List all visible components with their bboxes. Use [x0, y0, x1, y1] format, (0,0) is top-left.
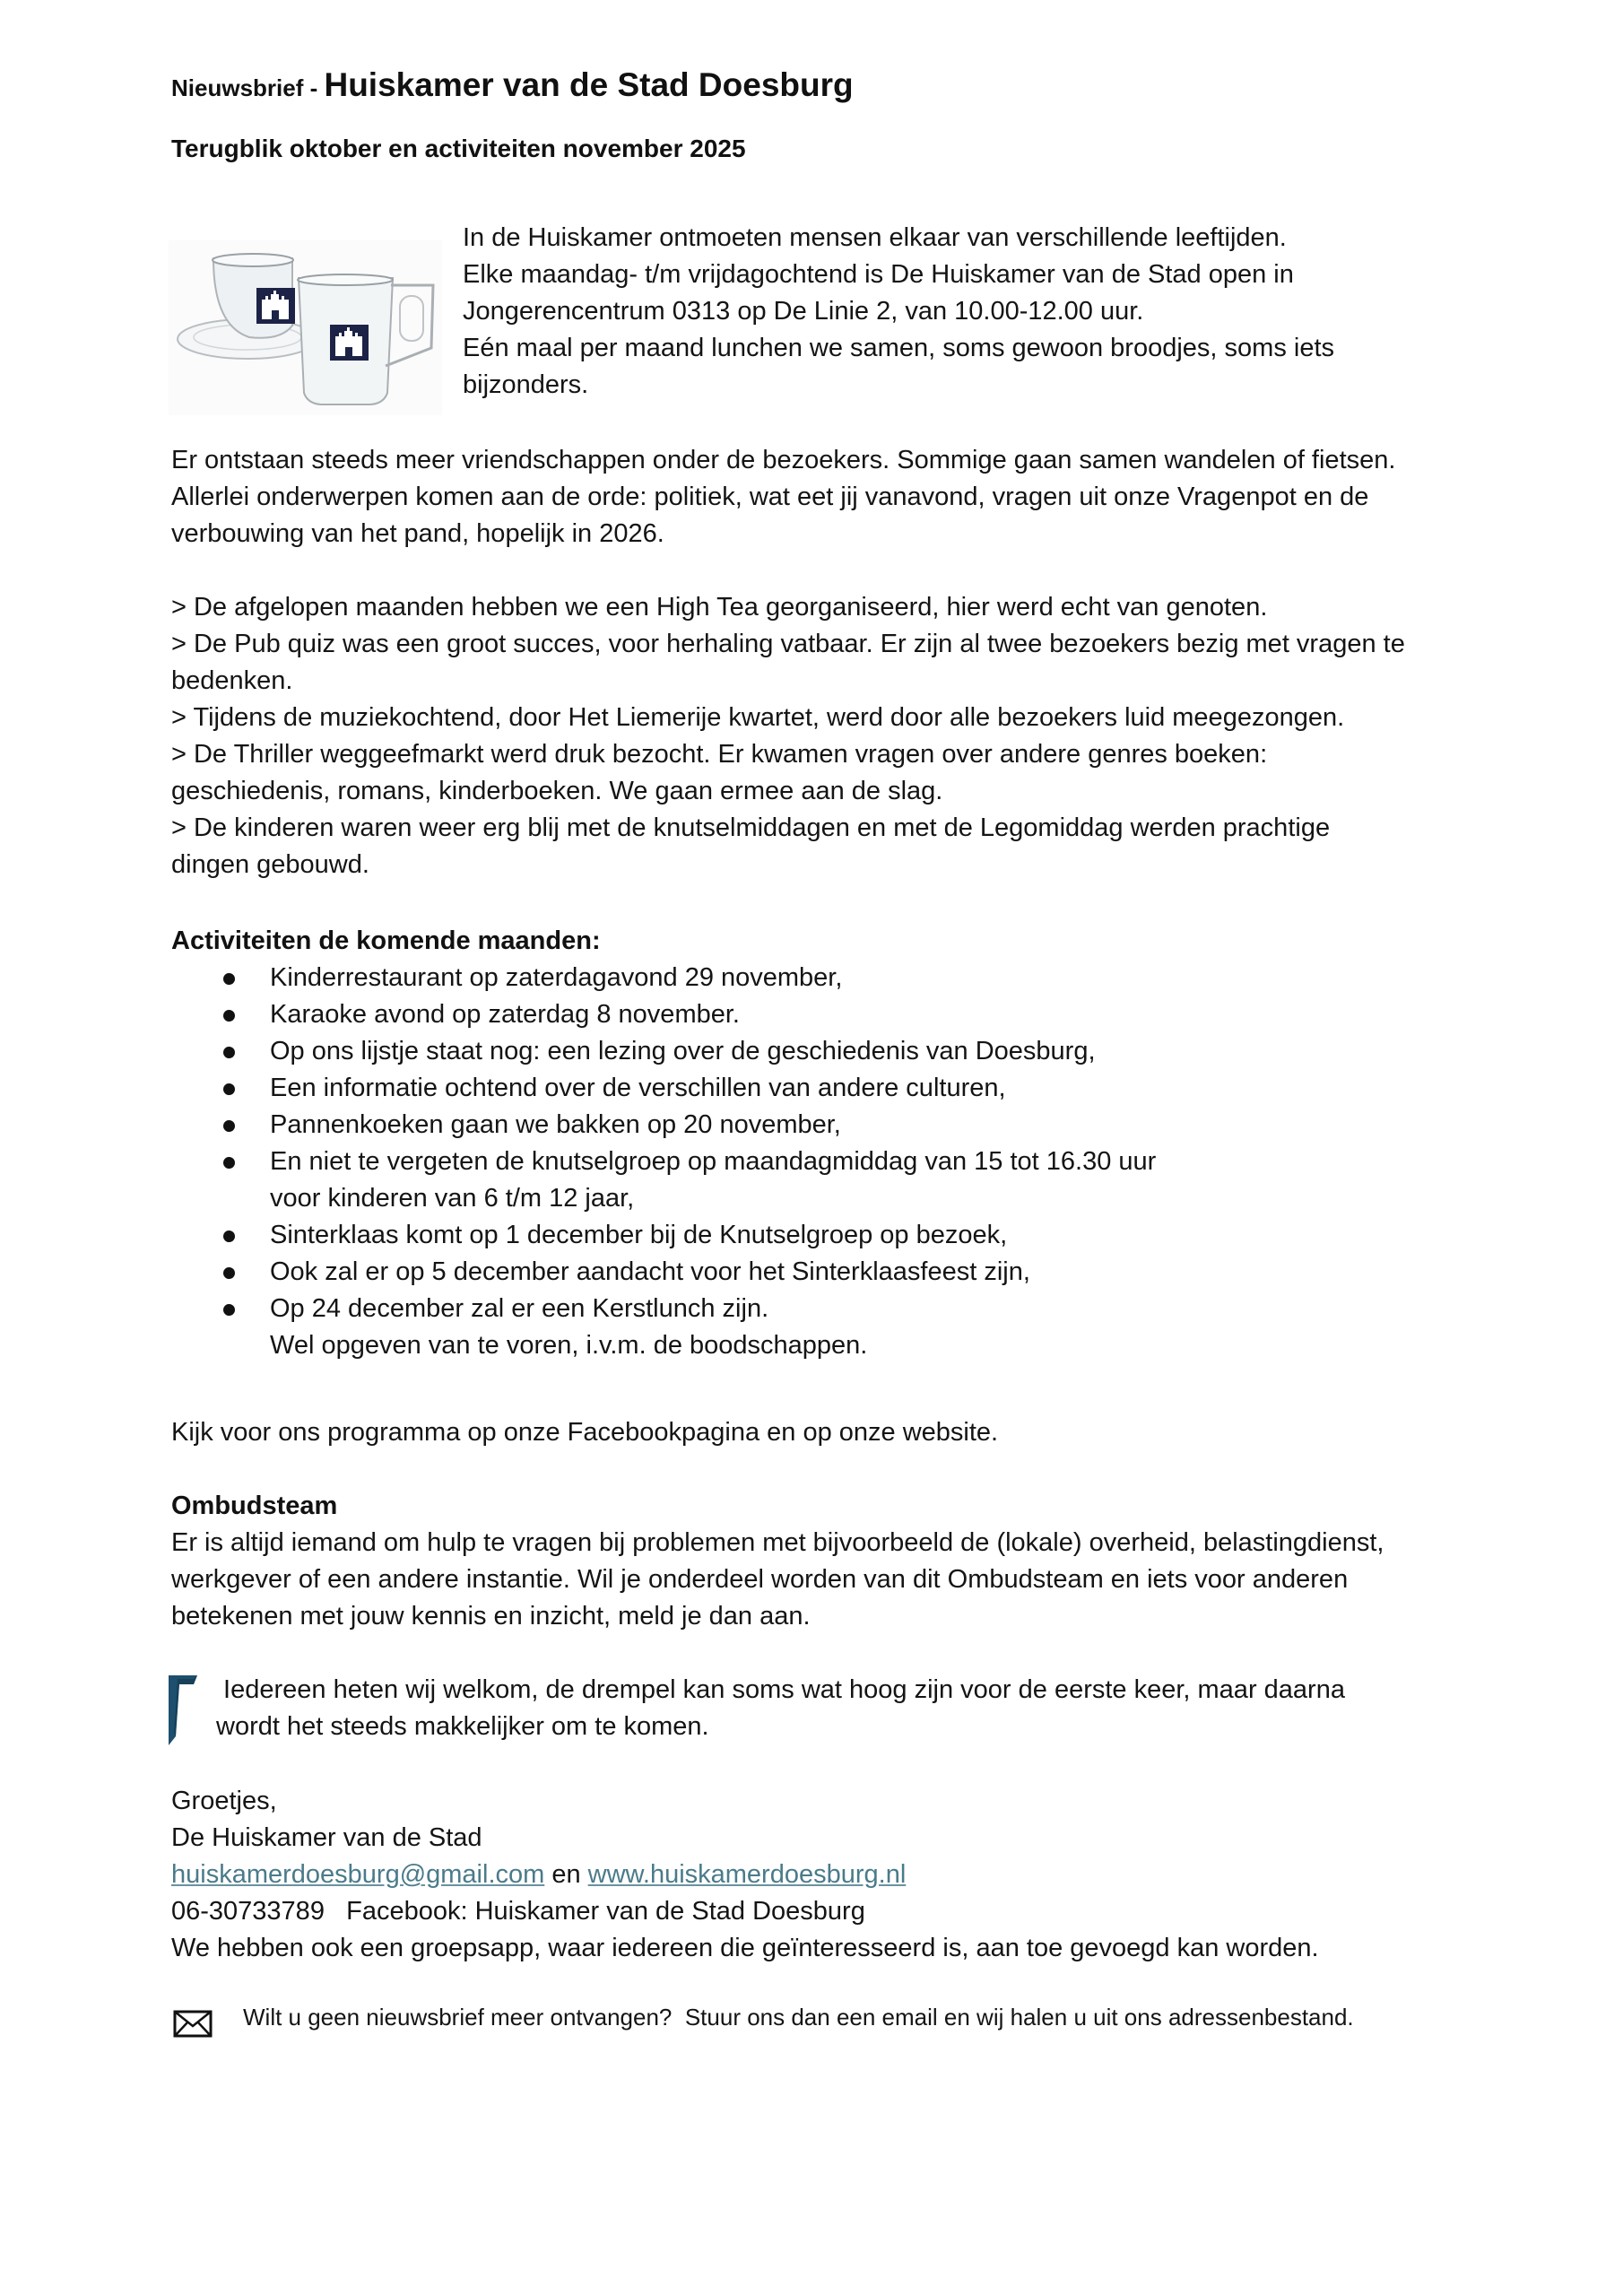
ombudsteam-line: betekenen met jouw kennis en inzicht, meld je dan aan.	[171, 1602, 811, 1631]
activity-text: Sinterklaas komt op 1 december bij de Knutselgroep op bezoek,	[270, 1221, 1008, 1249]
bullet-icon	[223, 1010, 235, 1022]
quote-line: Iedereen heten wij welkom, de drempel kan soms wat hoog zijn voor de eerste keer, maar daarna	[216, 1675, 1345, 1704]
bullet-icon	[223, 1157, 235, 1169]
activity-item	[171, 1254, 1156, 1291]
ombudsteam-heading: Ombudsteam	[171, 1492, 338, 1520]
email-link[interactable]: huiskamerdoesburg@gmail.com	[171, 1860, 545, 1889]
activity-text: Karaoke avond op zaterdag 8 november.	[270, 1000, 740, 1029]
paragraph-line: Er ontstaan steeds meer vriendschappen onder de bezoekers. Sommige gaan samen wandelen of fietsen.	[171, 446, 1396, 474]
bullet-icon	[223, 973, 235, 985]
recap-line: > De afgelopen maanden hebben we een High Tea georganiseerd, hier werd echt van genoten.	[171, 593, 1268, 622]
activity-text: Een informatie ochtend over de verschillen van andere culturen,	[270, 1074, 1006, 1102]
bullet-icon	[223, 1120, 235, 1132]
ombudsteam-text	[171, 1525, 1384, 1635]
bullet-icon	[223, 1083, 235, 1095]
activity-text: Op ons lijstje staat nog: een lezing over de geschiedenis van Doesburg,	[270, 1037, 1096, 1065]
welcome-quote	[216, 1672, 1345, 1745]
intro-line: Eén maal per maand lunchen we samen, soms gewoon broodjes, soms iets	[463, 334, 1335, 362]
recap-line: > De Pub quiz was een groot succes, voor herhaling vatbaar. Er zijn al twee bezoekers bezig met vragen te	[171, 630, 1405, 658]
intro-line: bijzonders.	[463, 370, 589, 399]
activity-item	[171, 1144, 1156, 1217]
facebook-info: Facebook: Huiskamer van de Stad Doesburg	[324, 1897, 865, 1926]
activity-text: Ook zal er op 5 december aandacht voor het Sinterklaasfeest zijn,	[270, 1257, 1030, 1286]
program-info: Kijk voor ons programma op onze Facebookpagina en op onze website.	[171, 1418, 999, 1447]
signature: De Huiskamer van de Stad	[171, 1823, 482, 1852]
activities-heading: Activiteiten de komende maanden:	[171, 926, 601, 955]
group-app-info: We hebben ook een groepsapp, waar iedereen die geïnteresseerd is, aan toe gevoegd kan worden.	[171, 1934, 1319, 1962]
castle-logo-icon	[256, 288, 295, 324]
phone-facebook-line	[171, 1893, 1319, 1930]
title-main: Huiskamer van de Stad Doesburg	[324, 66, 854, 103]
newsletter-subtitle: Terugblik oktober en activiteiten november 2025	[171, 135, 746, 162]
link-joiner: en	[544, 1860, 588, 1889]
activity-text-continued: Wel opgeven van te voren, i.v.m. de boodschappen.	[270, 1331, 868, 1360]
activity-text-continued: voor kinderen van 6 t/m 12 jaar,	[270, 1184, 635, 1213]
activity-text: Kinderrestaurant op zaterdagavond 29 november,	[270, 963, 843, 992]
website-link[interactable]: www.huiskamerdoesburg.nl	[587, 1860, 907, 1889]
title-prefix: Nieuwsbrief -	[171, 74, 325, 101]
bullet-icon	[223, 1047, 235, 1058]
intro-text	[463, 220, 1334, 404]
activity-item	[171, 1070, 1156, 1107]
recap-line: > De kinderen waren weer erg blij met de knutselmiddagen en met de Legomiddag werden prachtige	[171, 813, 1331, 842]
activity-text: Pannenkoeken gaan we bakken op 20 november,	[270, 1110, 841, 1139]
activity-item	[171, 960, 1156, 996]
activity-item	[171, 996, 1156, 1033]
recap-line: bedenken.	[171, 666, 293, 695]
intro-line: Jongerencentrum 0313 op De Linie 2, van 10.00-12.00 uur.	[463, 297, 1144, 326]
cups-image	[169, 240, 442, 415]
intro-line: Elke maandag- t/m vrijdagochtend is De Huiskamer van de Stad open in	[463, 260, 1294, 289]
activity-item	[171, 1033, 1156, 1070]
bullet-icon	[223, 1267, 235, 1279]
activity-text: En niet te vergeten de knutselgroep op maandagmiddag van 15 tot 16.30 uur	[270, 1147, 1157, 1176]
activity-text: Op 24 december zal er een Kerstlunch zijn.	[270, 1294, 769, 1323]
recap-section	[171, 589, 1405, 883]
intro-line: In de Huiskamer ontmoeten mensen elkaar van verschillende leeftijden.	[463, 223, 1287, 252]
recap-line: > De Thriller weggeefmarkt werd druk bezocht. Er kwamen vragen over andere genres boeken:	[171, 740, 1268, 769]
envelope-icon	[173, 2010, 215, 2038]
contact-links	[171, 1857, 1319, 1893]
phone-number: 06-30733789	[171, 1897, 325, 1926]
activity-item	[171, 1291, 1156, 1364]
recap-line: geschiedenis, romans, kinderboeken. We gaan ermee aan de slag.	[171, 777, 943, 805]
paragraph-line: Allerlei onderwerpen komen aan de orde: politiek, wat eet jij vanavond, vragen uit onze Vragenpot en de	[171, 483, 1369, 511]
ombudsteam-line: werkgever of een andere instantie. Wil je onderdeel worden van dit Ombudsteam en iets voor anderen	[171, 1565, 1349, 1594]
newsletter-title	[171, 66, 854, 104]
activities-list	[171, 960, 1156, 1364]
activity-item	[171, 1217, 1156, 1254]
recap-line: > Tijdens de muziekochtend, door Het Liemerije kwartet, werd door alle bezoekers luid meegezongen.	[171, 703, 1345, 732]
friendship-paragraph	[171, 442, 1395, 552]
recap-line: dingen gebouwd.	[171, 850, 369, 879]
bullet-icon	[223, 1304, 235, 1316]
ombudsteam-line: Er is altijd iemand om hulp te vragen bij problemen met bijvoorbeeld de (lokale) overheid, belastingdienst,	[171, 1528, 1384, 1557]
bullet-icon	[223, 1231, 235, 1242]
quote-line: wordt het steeds makkelijker om te komen.	[216, 1712, 709, 1741]
castle-logo-icon	[330, 325, 369, 361]
greeting: Groetjes,	[171, 1787, 277, 1815]
quote-mark-icon	[167, 1674, 199, 1747]
activity-item	[171, 1107, 1156, 1144]
unsubscribe-note: Wilt u geen nieuwsbrief meer ontvangen? Stuur ons dan een email en wij halen u uit ons adressenbestand.	[243, 2004, 1354, 2031]
paragraph-line: verbouwing van het pand, hopelijk in 2026.	[171, 519, 664, 548]
closing-section	[171, 1783, 1319, 1967]
